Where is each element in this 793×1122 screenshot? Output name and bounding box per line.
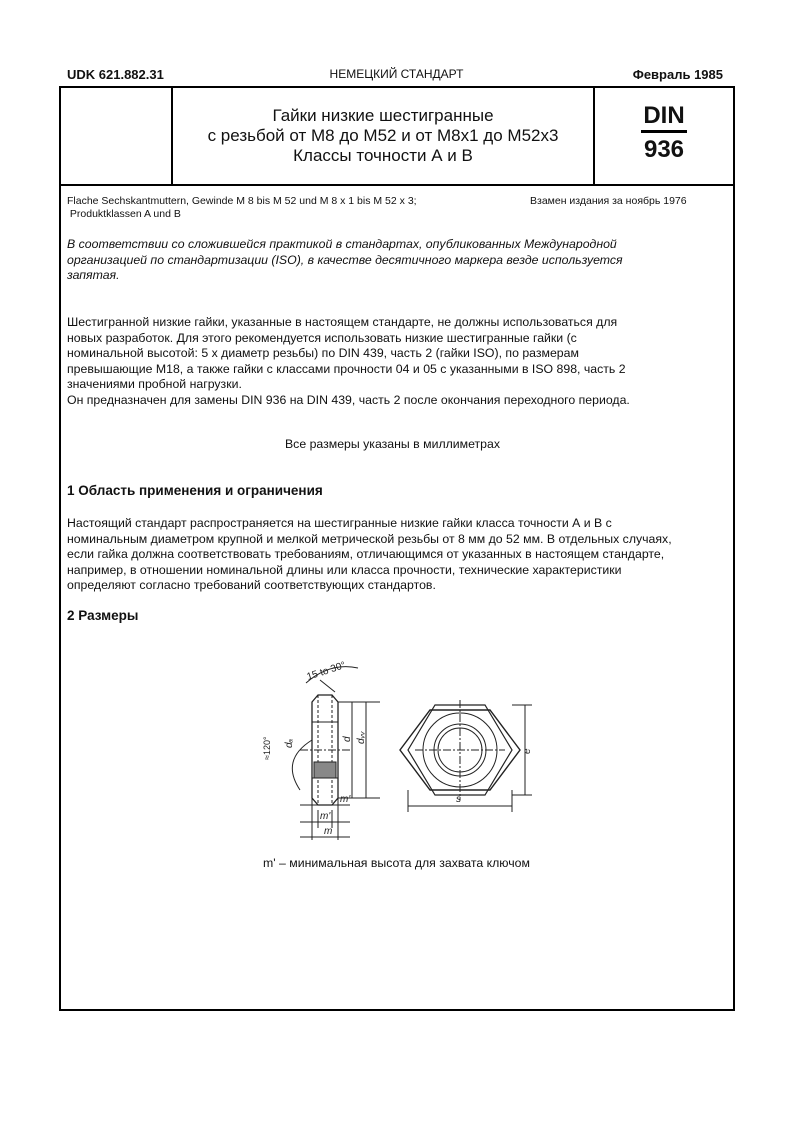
intro-line: Шестигранной низкие гайки, указанные в настоящем стандарте, не должны использоваться для [67,315,618,329]
din-badge [595,88,733,184]
issue-date: Февраль 1985 [632,67,723,82]
section-1-line: номинальным диаметром крупной и мелкой метрической резьбы от 8 мм до 52 мм. В отдельных случаях, [67,531,672,546]
udk-code: UDK 621.882.31 [67,67,164,82]
nut-side-view [292,667,380,840]
german-title [67,195,417,221]
title-block [61,88,733,186]
din-number: 936 [643,136,685,163]
nut-technical-drawing [240,650,540,850]
m-prime-label-top: m' [340,794,351,805]
intro-line: новых разработок. Для этого рекомендуется использовать низкие шестигранные гайки (с [67,330,577,345]
title-block-title [173,88,595,184]
section-1-line: определяют согласно требований соответствующих стандартов. [67,578,436,592]
intro-line: значениями пробной нагрузки. [67,377,242,391]
section-1-paragraph [67,516,727,594]
german-title-line: Flache Sechskantmuttern, Gewinde M 8 bis M 52 und M 8 x 1 bis M 52 x 3; [67,195,417,207]
section-1-line: Настоящий стандарт распространяется на шестигранные низкие гайки класса точности А и В с [67,516,612,530]
german-title-line: Produktklassen A und B [67,208,181,220]
m-prime-label-bottom: m' [320,811,331,822]
intro-line: номинальной высотой: 5 х диаметр резьбы) по DIN 439, часть 2 (гайки ISO), по размерам [67,346,579,360]
s-label: s [456,794,461,805]
d-label: d [342,736,353,742]
section-2-heading: 2 Размеры [67,608,139,623]
intro-line: превышающие М18, а также гайки с классами прочности 04 и 05 с указанными в ISO 898, часть 2 [67,361,626,376]
intro-paragraph [67,315,727,408]
title-line: Гайки низкие шестигранные [272,106,494,125]
m-label: m [324,826,333,837]
nut-top-view [400,700,532,812]
drawing-caption: m' – минимальная высота для захвата ключом [263,856,530,870]
units-note: Все размеры указаны в миллиметрах [284,437,501,451]
note-line: запятая. [67,268,120,282]
note-line: В соответствии со сложившейся практикой в стандартах, опубликованных Международной [67,237,617,251]
da-label: dₐ [284,738,295,748]
intro-line: Он предназначен для замены DIN 936 на DIN 439, часть 2 после окончания переходного периода. [67,392,630,407]
chamfer-angle-label: 15 to 30° [305,659,348,683]
standard-type: НЕМЕЦКИЙ СТАНДАРТ [329,67,464,81]
e-label: e [522,748,533,754]
din-label: DIN [641,102,686,133]
title-block-empty-cell [61,88,173,184]
section-1-line: например, в отношении номинальной длины или класса прочности, технические характеристики [67,562,622,577]
replaces-edition: Взамен издания за ноябрь 1976 [530,195,687,207]
decimal-marker-note [67,237,717,284]
section-1-line: если гайка должна соответствовать требованиям, отличающимся от указанных в настоящем стандарте, [67,547,665,561]
title-line: с резьбой от М8 до М52 и от М8х1 до М52х3 [207,126,559,145]
title-line: Классы точности А и В [293,146,473,165]
dw-label: dᵥᵥ [356,731,367,744]
bearing-angle-label: ≈120° [262,736,272,760]
section-1-heading: 1 Область применения и ограничения [67,483,323,498]
note-line: организацией по стандартизации (ISO), в качестве десятичного маркера везде используется [67,252,623,267]
